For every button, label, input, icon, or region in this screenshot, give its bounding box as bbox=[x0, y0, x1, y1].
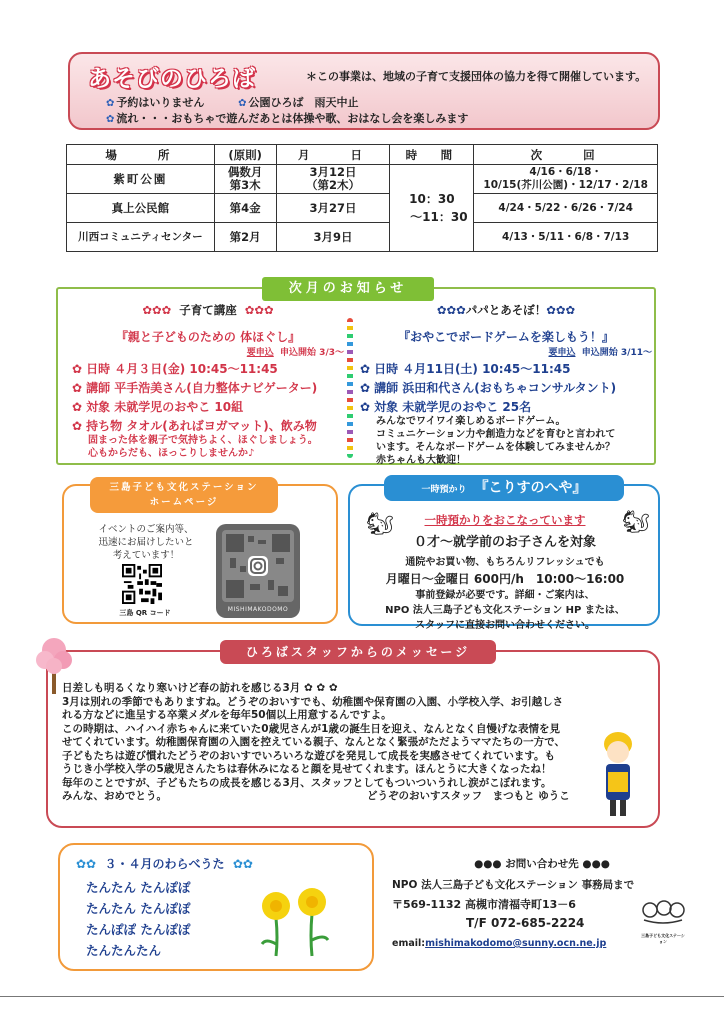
papa-item: ✿ 対象 未就学児のおやこ 25名 bbox=[360, 400, 532, 414]
place-cell: 川西コミュニティセンター bbox=[67, 223, 215, 252]
squirrel-icon: 🐿 bbox=[366, 512, 394, 537]
song-line: たんぽぽ たんぽぽ bbox=[86, 922, 191, 937]
table-header-cell: 次 回 bbox=[474, 145, 658, 165]
flower-bullet-icon: ✿ bbox=[106, 98, 115, 109]
parenting-lecture-column bbox=[72, 302, 344, 460]
instagram-qr-code[interactable] bbox=[216, 524, 300, 618]
korisu-note: スタッフに直接お問い合わせください。 bbox=[415, 620, 595, 631]
next-month-tab: 次月のお知らせ bbox=[262, 277, 434, 301]
papa-item: ✿ 講師 浜田和代さん(おもちゃコンサルタント) bbox=[360, 381, 617, 395]
next-cell: 4/16・6/18・ 10/15(芥川公園)・12/17・2/18 bbox=[474, 165, 658, 194]
contact-phone: T/F 072-685-2224 bbox=[466, 916, 585, 930]
lecture-item: ✿ 日時 ４月３日(金) 10:45～11:45 bbox=[72, 362, 278, 376]
lecture-title: 『親と子どものための 体ほぐし』 bbox=[115, 330, 301, 344]
flower-bullet-icon: ✿ bbox=[106, 114, 115, 125]
korisu-note: NPO 法人三島子ども文化ステーション HP または、 bbox=[385, 605, 625, 616]
lecture-note: 固まった体を親子で気持ちよく、ほぐしましょう。 bbox=[88, 435, 318, 446]
papa-heading: ✿✿✿パパとあそぼ！✿✿✿ bbox=[436, 303, 576, 317]
flower-bullet-icon: ✿ bbox=[72, 419, 83, 433]
qr-code-icon[interactable] bbox=[122, 564, 162, 604]
flower-bullet-icon: ✿ bbox=[360, 381, 371, 395]
squirrel-icon: 🐿 bbox=[622, 510, 650, 535]
homepage-tab: 三島子ども文化ステーション ホームページ bbox=[90, 477, 278, 513]
lecture-registration: 要申込 申込開始 3/3～ bbox=[246, 348, 344, 358]
flower-icon: ✿✿✿ bbox=[546, 303, 576, 317]
dotted-divider bbox=[347, 318, 353, 458]
table-row bbox=[67, 194, 658, 223]
papa-event-column bbox=[360, 302, 652, 467]
korisu-hours: 月曜日～金曜日 600円/h 10:00～16:00 bbox=[385, 572, 625, 586]
lecture-item: ✿ 持ち物 タオル(あればヨガマット)、飲み物 bbox=[72, 419, 317, 433]
lecture-heading: ✿✿✿ 子育て講座 ✿✿✿ bbox=[142, 303, 274, 317]
dandelion-icon bbox=[246, 878, 346, 958]
date-cell: 3月27日 bbox=[276, 194, 390, 223]
flower-bullet-icon: ✿ bbox=[72, 400, 83, 414]
organization-logo bbox=[640, 898, 686, 944]
table-header-cell: (原則) bbox=[214, 145, 276, 165]
time-cell: 10：30 ～11：30 bbox=[390, 165, 474, 252]
papa-note: みんなでワイワイ楽しめるボードゲーム。 bbox=[376, 416, 566, 427]
korisu-target: ０才～就学前のお子さんを対象 bbox=[413, 535, 596, 550]
flower-bullet-icon: ✿ bbox=[72, 381, 83, 395]
email-link[interactable]: mishimakodomo@sunny.ocn.ne.jp bbox=[425, 938, 607, 949]
korisu-headline: 一時預かりをおこなっています bbox=[424, 513, 586, 527]
child-illustration-icon bbox=[598, 728, 638, 824]
papa-note: コミュニケーション力や創造力などを育むと言われて bbox=[376, 429, 616, 440]
schedule-table bbox=[66, 144, 658, 252]
logo-icon bbox=[640, 898, 686, 930]
flower-icon: ✿✿ bbox=[76, 857, 97, 871]
header-note: ＊この事業は、地域の子育て支援団体の協力を得て開催しています。 bbox=[306, 70, 647, 83]
korisu-body bbox=[360, 512, 650, 632]
instagram-caption: MISHIMAKODOMO bbox=[227, 606, 289, 613]
warabeuta-heading: ✿✿ ３・４月のわらべうた ✿✿ bbox=[76, 857, 253, 871]
lecture-note: 心もからだも、ほっこりしませんか♪ bbox=[88, 448, 255, 459]
next-cell: 4/13・5/11・6/8・7/13 bbox=[474, 223, 658, 252]
papa-item: ✿ 日時 ４月11日(土) 10:45～11:45 bbox=[360, 362, 571, 376]
contact-org: NPO 法人三島子ども文化ステーション 事務局まで bbox=[392, 879, 635, 891]
table-header-row bbox=[67, 145, 658, 165]
lecture-item: ✿ 対象 未就学児のおやこ 10組 bbox=[72, 400, 244, 414]
table-header-cell: 月 日 bbox=[276, 145, 390, 165]
song-line: たんたん たんぽぽ bbox=[86, 901, 191, 916]
table-header-cell: 時 間 bbox=[390, 145, 474, 165]
staff-message-text: 日差しも明るくなり寒いけど春の訪れを感じる3月 ✿ ✿ ✿ 3月は別れの季節でもありますね。どうぞのおいすでも、幼稚園や保育園の入園、小学校入学、お引越しさ れる方などに進呈する卒業メダルを毎年50個以上用意するんですよ。 この時期は、ハイハイ赤ちゃんに来ていた0歳児さんが1歳の誕生日を迎え、なんとなく自慢げな表情を見 せてくれています。幼稚園保育園の入園を控えている親子、なんとなく緊張がただようママたちの一方で、 子どもたちは遊び慣れたどうぞのおいすでいろいろな遊びを発見して成長を実感させてくれています。も うじき小学校入学の5歳児さんたちは春休みになると顔を見せてくれます。ほんとうに大きくなったね！ 毎年のことですが、子どもたちの成長を感じる3月、スタッフとしてもついついうれし涙がこぼれます。 みんな、おめでとう。 どうぞのおいすスタッフ まつもと ゆうこ bbox=[62, 682, 570, 802]
place-cell: 真上公民館 bbox=[67, 194, 215, 223]
flower-bullet-icon: ✿ bbox=[238, 98, 247, 109]
flower-icon: ✿✿✿ bbox=[142, 303, 172, 317]
message-signature: どうぞのおいすスタッフ まつもと ゆうこ bbox=[367, 790, 570, 802]
rule-cell: 偶数月 第3木 bbox=[214, 165, 276, 194]
flower-icon: ✿✿ bbox=[232, 857, 253, 871]
papa-note: 赤ちゃんも大歓迎！ bbox=[376, 455, 466, 466]
korisu-tab: 一時預かり 『こりすのへや』 bbox=[384, 475, 624, 501]
place-cell: 紫町公園 bbox=[67, 165, 215, 194]
next-cell: 4/24・5/22・6/26・7/24 bbox=[474, 194, 658, 223]
lecture-item: ✿ 講師 平手浩美さん(自力整体ナビゲーター) bbox=[72, 381, 318, 395]
flower-bullet-icon: ✿ bbox=[360, 362, 371, 376]
staff-message-tab: ひろばスタッフからのメッセージ bbox=[220, 640, 496, 664]
table-header-cell: 場 所 bbox=[67, 145, 215, 165]
papa-registration: 要申込 申込開始 3/11～ bbox=[548, 348, 652, 358]
table-row bbox=[67, 223, 658, 252]
date-cell: 3月9日 bbox=[276, 223, 390, 252]
page-title: あそびのひろば bbox=[88, 66, 256, 92]
rule-cell: 第4金 bbox=[214, 194, 276, 223]
qr-caption: 三島 QR コード bbox=[119, 609, 171, 617]
papa-note: います。そんなボードゲームを体験してみませんか？ bbox=[376, 442, 615, 453]
flower-icon: ✿✿✿ bbox=[436, 303, 466, 317]
bottom-divider bbox=[0, 996, 724, 997]
rule-cell: 第2月 bbox=[214, 223, 276, 252]
flower-bullet-icon: ✿ bbox=[72, 362, 83, 376]
flower-bullet-icon: ✿ bbox=[360, 400, 371, 414]
instagram-icon bbox=[216, 524, 300, 608]
song-line: たんたんたん bbox=[86, 943, 162, 958]
flower-icon: ✿✿✿ bbox=[244, 303, 274, 317]
homepage-text: イベントのご案内等、 迅速にお届けしたいと 考えています！ bbox=[98, 524, 194, 561]
papa-title: 『おやこでボードゲームを楽しもう！』 bbox=[398, 330, 614, 344]
logo-text: 三島子ども文化ステーション bbox=[641, 933, 685, 944]
header-box bbox=[68, 52, 660, 130]
contact-email: email:mishimakodomo@sunny.ocn.ne.jp bbox=[392, 938, 607, 949]
date-cell: 3月12日 （第2木） bbox=[276, 165, 390, 194]
contact-heading: ●●● お問い合わせ先 ●●● bbox=[474, 858, 610, 870]
header-info-line-1: ✿ 予約はいりません ✿ 公園ひろば 雨天中止 bbox=[106, 96, 359, 109]
header-info-line-2: ✿ 流れ・・・おもちゃで遊んだあとは体操や歌、おはなし会を楽しみます bbox=[106, 112, 469, 125]
korisu-purpose: 通院やお買い物、もちろんリフレッシュでも bbox=[405, 557, 605, 568]
korisu-note: 事前登録が必要です。詳細・ご案内は、 bbox=[415, 590, 595, 601]
song-line: たんたん たんぽぽ bbox=[86, 880, 191, 895]
contact-address: 〒569-1132 高槻市清福寺町13－6 bbox=[392, 898, 576, 911]
table-row bbox=[67, 165, 658, 194]
